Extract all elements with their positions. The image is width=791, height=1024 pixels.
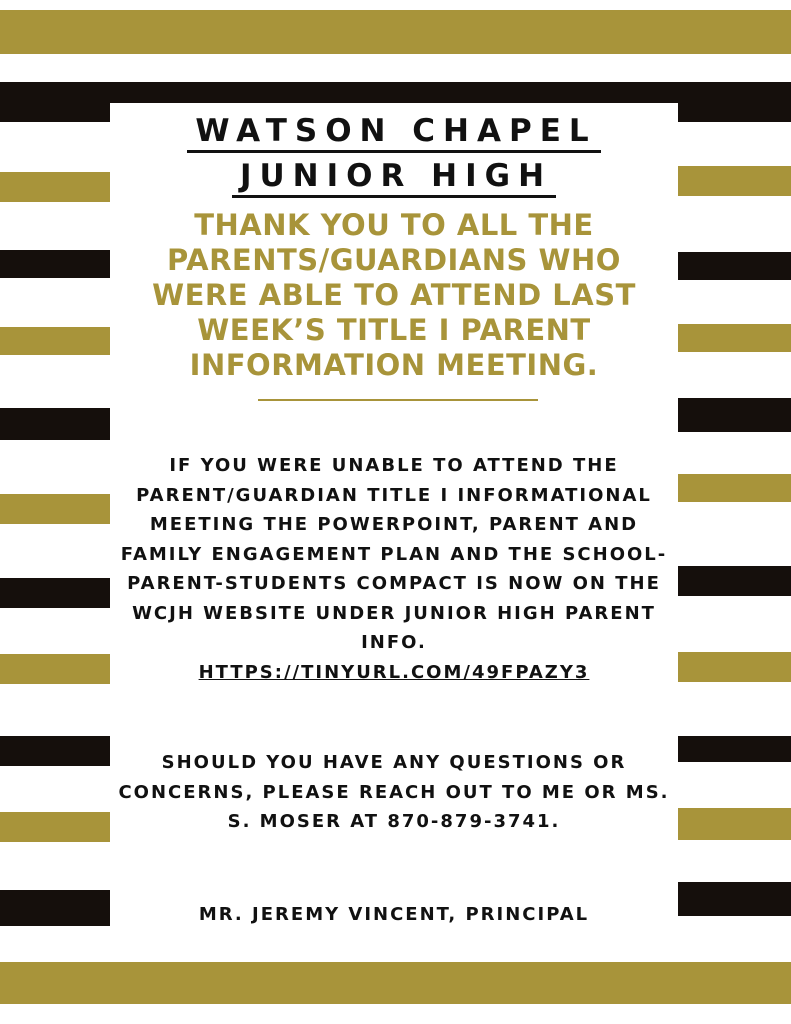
left-stripe [0, 812, 112, 842]
left-stripe [0, 654, 112, 684]
right-stripe [678, 398, 791, 432]
right-stripe [678, 882, 791, 916]
flyer-card [110, 103, 678, 961]
tinyurl-link[interactable]: HTTPS://TINYURL.COM/49FPAZY3 [198, 661, 590, 683]
left-stripe [0, 736, 112, 766]
info-block [110, 451, 678, 687]
principal-signature: MR. JEREMY VINCENT, PRINCIPAL [198, 904, 590, 925]
school-name-line1: WATSON CHAPEL [110, 113, 678, 149]
left-stripe [0, 578, 112, 608]
right-stripe [678, 474, 791, 502]
left-stripe [0, 327, 112, 355]
divider [258, 399, 538, 401]
right-stripe [678, 566, 791, 596]
school-name-line2: JUNIOR HIGH [110, 158, 678, 194]
top-gold-stripe [0, 10, 791, 54]
bottom-gold-stripe [0, 962, 791, 1004]
right-stripe [678, 736, 791, 762]
thank-you-headline: THANK YOU TO ALL THE PARENTS/GUARDIANS WHO WERE ABLE TO ATTEND LAST WEEK’S TITLE I PARENT INFORMATION MEETING. [152, 208, 636, 382]
right-stripe [678, 324, 791, 352]
left-stripe [0, 250, 112, 278]
right-stripe [678, 252, 791, 280]
info-text: IF YOU WERE UNABLE TO ATTEND THE PARENT/GUARDIAN TITLE I INFORMATIONAL MEETING THE POWERPOINT, PARENT AND FAMILY ENGAGEMENT PLAN AND THE SCHOOL-PARENT-STUDENTS COMPACT IS NOW ON THE WCJH WEBSITE UNDER JUNIOR HIGH PARENT INFO. [120, 455, 668, 653]
right-stripe [678, 166, 791, 196]
left-stripe [0, 408, 112, 440]
left-stripe [0, 172, 112, 202]
right-stripe [678, 652, 791, 682]
right-stripe [678, 808, 791, 840]
left-stripe [0, 890, 112, 926]
left-stripe [0, 494, 112, 524]
contact-text: SHOULD YOU HAVE ANY QUESTIONS OR CONCERNS, PLEASE REACH OUT TO ME OR MS. S. MOSER AT 870-879-3741. [118, 752, 670, 832]
